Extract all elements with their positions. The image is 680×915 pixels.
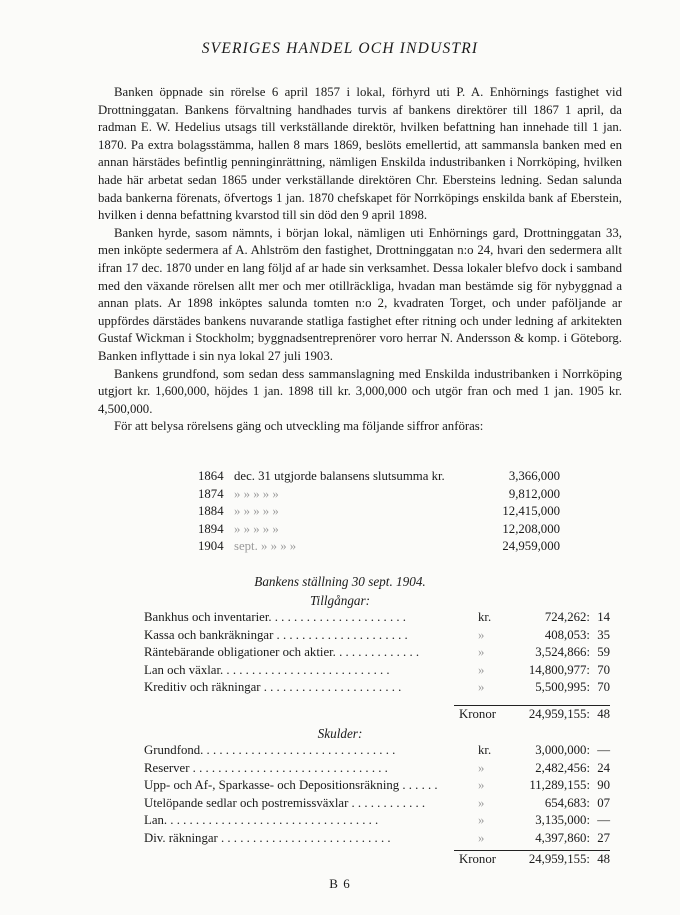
table-row <box>144 812 610 830</box>
amount-cell: 3,366,000 <box>508 469 560 483</box>
currency-cell: » <box>478 813 485 828</box>
table-row <box>144 679 610 697</box>
amount-cell: 724,262: <box>544 610 590 624</box>
currency-cell: » <box>478 645 485 660</box>
label-cell: Räntebärande obligationer och aktier. . . . . . . . . . . . . . <box>144 645 420 660</box>
total-amount: 24,959,155: <box>528 706 590 721</box>
label-cell: Div. räkningar . . . . . . . . . . . . . . . . . . . . . . . . . . . <box>144 830 391 845</box>
table-row <box>198 538 568 556</box>
ore-cell: — <box>597 813 610 828</box>
amount-cell: 5,500,995: <box>535 680 590 695</box>
liabilities-table <box>144 742 610 868</box>
total-label: Kronor <box>459 706 496 721</box>
table-row <box>144 760 610 778</box>
ore-cell: 07 <box>597 795 610 810</box>
amount-cell: 654,683: <box>544 795 590 810</box>
total-ore: 48 <box>597 851 610 866</box>
table-row <box>144 609 610 627</box>
page-header: SVERIGES HANDEL OCH INDUSTRI <box>201 40 479 57</box>
amount-cell: 24,959,000 <box>502 539 560 554</box>
amount-cell: 14,800,977: <box>528 662 590 677</box>
label-cell: » » » » » <box>234 504 279 519</box>
amount-cell: 2,482,456: <box>535 760 590 775</box>
assets-title: Tillgångar: <box>309 593 371 608</box>
label-cell: » » » » » <box>234 521 279 536</box>
currency-cell: » <box>478 627 485 642</box>
year-cell: 1904 <box>198 539 224 554</box>
liabilities-title: Skulder: <box>317 726 363 741</box>
label-cell: » » » » » <box>234 486 279 501</box>
body-text <box>98 84 622 436</box>
currency-cell: » <box>478 795 485 810</box>
table-row <box>144 627 610 645</box>
paragraph-figures-intro: För att belysa rörelsens gäng och utveckling ma följande siffror anföras: <box>114 419 484 434</box>
table-row <box>144 795 610 813</box>
label-cell: Lan och växlar. . . . . . . . . . . . . . . . . . . . . . . . . . . <box>144 662 390 677</box>
year-cell: 1894 <box>198 521 224 536</box>
label-cell: Reserver . . . . . . . . . . . . . . . . . . . . . . . . . . . . . . . <box>144 760 388 775</box>
table-row <box>198 486 568 504</box>
amount-cell: 12,415,000 <box>502 504 560 519</box>
ore-cell: 59 <box>597 645 610 660</box>
year-cell: 1884 <box>198 504 224 519</box>
balance-sheet-title: Bankens ställning 30 sept. 1904. <box>254 574 426 589</box>
ore-cell: 70 <box>597 662 610 677</box>
year-cell: 1864 <box>198 469 224 483</box>
amount-cell: 3,524,866: <box>535 645 590 660</box>
table-row <box>144 777 610 795</box>
paragraph-capital: Bankens grundfond, som sedan dess sammanslagning med Enskilda industribanken i Norrköping utgjort kr. 1,600,000, höjdes 1 jan. 1898 till kr. 3,000,000 och utgör fran och med 1 jan. 1905 kr. 4,500,000. <box>98 366 622 416</box>
page-number: B 6 <box>329 876 351 891</box>
table-row <box>144 742 610 760</box>
ore-cell: 14 <box>597 610 610 624</box>
table-row <box>144 644 610 662</box>
ore-cell: 90 <box>597 778 610 793</box>
year-cell: 1874 <box>198 486 224 501</box>
currency-cell: kr. <box>478 610 492 624</box>
table-row <box>198 503 568 521</box>
table-row <box>198 521 568 539</box>
amount-cell: 408,053: <box>544 627 590 642</box>
amount-cell: 9,812,000 <box>508 486 560 501</box>
table-row <box>144 662 610 680</box>
currency-cell: kr. <box>478 743 492 757</box>
total-ore: 48 <box>597 706 610 721</box>
amount-cell: 11,289,155: <box>529 778 590 793</box>
amount-cell: 3,000,000: <box>535 743 590 757</box>
table-row <box>198 468 568 486</box>
currency-cell: » <box>478 662 485 677</box>
total-label: Kronor <box>459 851 496 866</box>
assets-table <box>144 609 610 724</box>
label-cell: Lan. . . . . . . . . . . . . . . . . . . . . . . . . . . . . . . . . . <box>144 813 379 828</box>
currency-cell: » <box>478 778 485 793</box>
amount-cell: 3,135,000: <box>535 813 590 828</box>
currency-cell: » <box>478 760 485 775</box>
paragraph-premises: Banken hyrde, sasom nämnts, i början lokal, nämligen uti Enhörnings gard, Drottninggatan 33, men inköpte sedermera af A. Ahlström den fastighet, Drottninggatan n:o 24, hvari den sedermera allt ifran 17 dec. 1870 under en lang följd af ar hade sin verksamhet. Dessa lokaler blefvo dock i samband med den växande rörelsen allt mer och mer otillräckliga, hvadan man bestämde sig för nybyggnad a annan plats. Ar 1898 inköptes salunda tomten n:o 2, kvadraten Torget, och under paföljande ar uppfördes därstädes bankens nuvarande statliga fastighet efter ritning och under ledning af arkitekten Gustaf Wickman i Stockholm; byggnadsentreprenörer voro herrar N. Andersson & komp. i Göteborg. Banken inflyttade i sin nya lokal 27 juli 1903. <box>98 225 622 363</box>
label-cell: Upp- och Af-, Sparkasse- och Depositionsräkning . . . . . . <box>144 778 438 793</box>
label-cell: Kreditiv och räkningar . . . . . . . . . . . . . . . . . . . . . . <box>144 680 402 695</box>
label-cell: dec. 31 utgjorde balansens slutsumma kr. <box>234 469 445 483</box>
currency-cell: » <box>478 680 485 695</box>
assets-total-row <box>454 705 610 724</box>
ore-cell: 24 <box>597 760 610 775</box>
total-amount: 24,959,155: <box>528 851 590 866</box>
label-cell: Kassa och bankräkningar . . . . . . . . . . . . . . . . . . . . . <box>144 627 408 642</box>
label-cell: Utelöpande sedlar och postremissväxlar . . . . . . . . . . . . <box>144 795 426 810</box>
ore-cell: 70 <box>597 680 610 695</box>
label-cell: sept. » » » » <box>234 539 297 554</box>
amount-cell: 12,208,000 <box>502 521 560 536</box>
currency-cell: » <box>478 830 485 845</box>
liabilities-total-row <box>454 850 610 869</box>
label-cell: Bankhus och inventarier. . . . . . . . . . . . . . . . . . . . . . <box>144 610 406 624</box>
ore-cell: 35 <box>597 627 610 642</box>
ore-cell: 27 <box>597 830 610 845</box>
ore-cell: — <box>597 743 610 757</box>
table-row <box>144 830 610 848</box>
amount-cell: 4,397,860: <box>535 830 590 845</box>
label-cell: Grundfond. . . . . . . . . . . . . . . . . . . . . . . . . . . . . . . <box>144 743 396 757</box>
balance-history-table <box>198 468 568 556</box>
paragraph-history: Banken öppnade sin rörelse 6 april 1857 i lokal, förhyrd uti P. A. Enhörnings fastighet vid Drottninggatan. Bankens förvaltning handhades turvis af bankens direktörer till 1867 1 april, da radman E. W. Hedelius utsags till verkställande direktör, hvilken befattning han innehade till 1 jan. 1870. Pa extra bolagsstämma, hallen 8 mars 1869, beslöts emellertid, att sammansla banken med en annan härstädes befintlig penninginrättning, nämligen Enskilda industribanken i Norrköping, hvilken hade här arbetat sedan 1865 under verkställande direktören Chr. Ebersteins ledning. Sedan salunda bada bankerna förenats, öfvertogs 1 jan. 1870 chefskapet för Norrköpings enskilda bank af Eberstein, hvilken i denna befattning kvarstod till sin död den 9 april 1898. <box>98 85 622 223</box>
